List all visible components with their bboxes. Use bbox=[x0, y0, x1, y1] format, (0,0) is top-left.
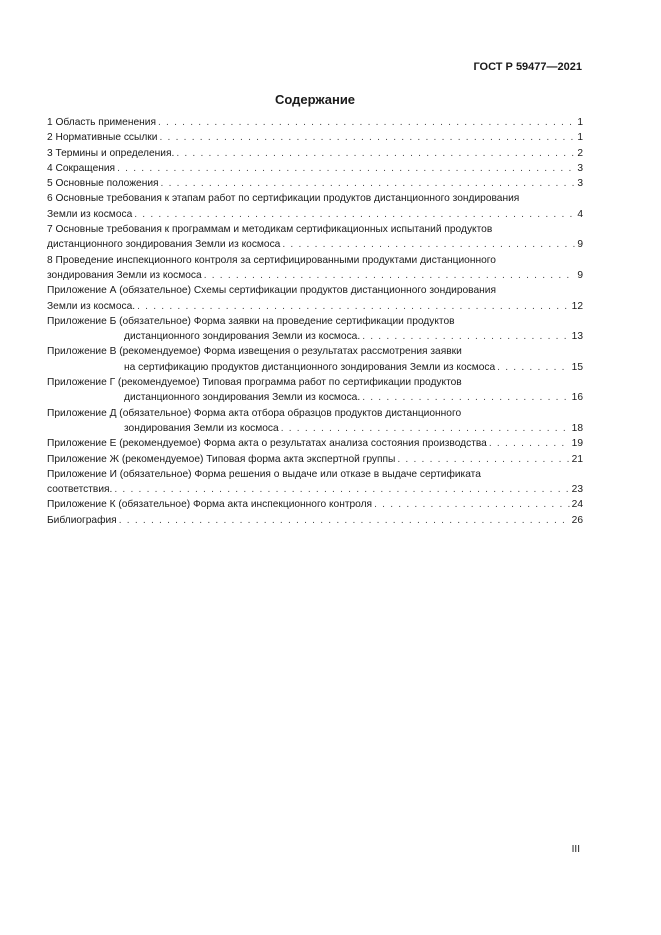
toc-entry[interactable] bbox=[47, 344, 583, 375]
toc-entry-text: зондирования Земли из космоса bbox=[124, 422, 279, 434]
toc-entry-text: 4 Сокращения bbox=[47, 162, 116, 174]
toc-entry[interactable] bbox=[47, 436, 583, 451]
leader-dots bbox=[281, 421, 570, 436]
leader-dots bbox=[117, 161, 575, 176]
toc-entry-text: Приложение В (рекомендуемое) Форма извещения о результатах рассмотрения заявки bbox=[47, 346, 462, 358]
toc-entry[interactable] bbox=[47, 497, 583, 512]
toc-entry-text: Приложение А (обязательное) Схемы сертификации продуктов дистанционного зондирования bbox=[47, 285, 496, 297]
toc-entry[interactable] bbox=[47, 314, 583, 345]
toc-entry[interactable] bbox=[47, 161, 583, 176]
leader-dots bbox=[362, 390, 569, 405]
toc-entry-text: 3 Термины и определения. bbox=[47, 147, 175, 159]
toc-entry-text: дистанционного зондирования Земли из космоса bbox=[47, 239, 281, 251]
toc-page-number: 16 bbox=[571, 392, 583, 404]
table-of-contents bbox=[47, 115, 583, 528]
toc-entry[interactable] bbox=[47, 452, 583, 467]
toc-page-number: 1 bbox=[577, 132, 583, 144]
leader-dots bbox=[114, 482, 569, 497]
toc-entry-text: на сертификацию продуктов дистанционного зондирования Земли из космоса bbox=[124, 361, 496, 373]
toc-entry-text: Земли из космоса bbox=[47, 208, 133, 220]
toc-page-number: 9 bbox=[577, 239, 583, 251]
toc-page-number: 15 bbox=[571, 361, 583, 373]
toc-entry-text: соответствия. bbox=[47, 484, 113, 496]
toc-entry-text: 2 Нормативные ссылки bbox=[47, 132, 158, 144]
toc-entry[interactable] bbox=[47, 176, 583, 191]
toc-entry-text: Приложение И (обязательное) Форма решения о выдаче или отказе в выдаче сертификата bbox=[47, 468, 481, 480]
toc-page-number: 24 bbox=[571, 499, 583, 511]
leader-dots bbox=[158, 115, 575, 130]
leader-dots bbox=[176, 146, 575, 161]
toc-entry[interactable] bbox=[47, 130, 583, 145]
toc-entry-text: Земли из космоса. bbox=[47, 300, 136, 312]
toc-page-number: 18 bbox=[571, 422, 583, 434]
leader-dots bbox=[204, 268, 576, 283]
toc-entry[interactable] bbox=[47, 513, 583, 528]
toc-entry[interactable] bbox=[47, 467, 583, 498]
toc-page-number: 21 bbox=[571, 453, 583, 465]
toc-entry-text: дистанционного зондирования Земли из космоса. bbox=[124, 392, 361, 404]
toc-entry-text: дистанционного зондирования Земли из космоса. bbox=[124, 331, 361, 343]
leader-dots bbox=[119, 513, 570, 528]
toc-entry-text: 7 Основные требования к программам и методикам сертификационных испытаний продуктов bbox=[47, 224, 493, 236]
toc-entry-text: Библиография bbox=[47, 514, 117, 526]
toc-page-number: 19 bbox=[571, 438, 583, 450]
toc-page-number: 9 bbox=[577, 269, 583, 281]
toc-entry[interactable] bbox=[47, 146, 583, 161]
toc-entry-text: зондирования Земли из космоса bbox=[47, 269, 202, 281]
toc-entry-text: Приложение Е (рекомендуемое) Форма акта о результатах анализа состояния производства bbox=[47, 438, 487, 450]
leader-dots bbox=[159, 130, 575, 145]
toc-entry-text: 5 Основные положения bbox=[47, 178, 159, 190]
leader-dots bbox=[137, 299, 570, 314]
leader-dots bbox=[489, 436, 570, 451]
toc-entry-text: 1 Область применения bbox=[47, 117, 156, 128]
toc-page-number: 3 bbox=[577, 178, 583, 190]
toc-entry[interactable] bbox=[47, 406, 583, 437]
toc-entry[interactable] bbox=[47, 191, 583, 222]
leader-dots bbox=[161, 176, 576, 191]
toc-entry[interactable] bbox=[47, 283, 583, 314]
leader-dots bbox=[282, 237, 575, 252]
toc-page-number: 26 bbox=[571, 514, 583, 526]
toc-entry-text: Приложение К (обязательное) Форма акта инспекционного контроля bbox=[47, 499, 373, 511]
toc-title: Содержание bbox=[274, 92, 356, 107]
toc-page-number: 2 bbox=[577, 147, 583, 159]
toc-entry[interactable] bbox=[47, 375, 583, 406]
toc-page-number: 13 bbox=[571, 331, 583, 343]
standard-code: ГОСТ Р 59477—2021 bbox=[473, 61, 582, 73]
toc-entry-text: Приложение Д (обязательное) Форма акта отбора образцов продуктов дистанционного bbox=[47, 407, 462, 419]
toc-entry-text: 8 Проведение инспекционного контроля за сертифицированными продуктами дистанционного bbox=[47, 254, 496, 266]
toc-entry-text: 6 Основные требования к этапам работ по сертификации продуктов дистанционного зондирования bbox=[47, 193, 520, 205]
page-number: III bbox=[571, 844, 580, 855]
toc-page-number: 1 bbox=[577, 117, 583, 128]
leader-dots bbox=[397, 452, 569, 467]
toc-entry-text: Приложение Б (обязательное) Форма заявки на проведение сертификации продуктов bbox=[47, 315, 455, 327]
toc-page-number: 3 bbox=[577, 162, 583, 174]
toc-entry[interactable] bbox=[47, 253, 583, 284]
toc-entry[interactable] bbox=[47, 222, 583, 253]
toc-page-number: 4 bbox=[577, 208, 583, 220]
leader-dots bbox=[374, 497, 570, 512]
toc-entry[interactable] bbox=[47, 115, 583, 130]
leader-dots bbox=[362, 329, 569, 344]
leader-dots bbox=[134, 207, 575, 222]
leader-dots bbox=[497, 360, 570, 375]
toc-entry-text: Приложение Г (рекомендуемое) Типовая программа работ по сертификации продуктов bbox=[47, 377, 462, 389]
toc-page-number: 12 bbox=[571, 300, 583, 312]
toc-page-number: 23 bbox=[571, 484, 583, 496]
toc-entry-text: Приложение Ж (рекомендуемое) Типовая форма акта экспертной группы bbox=[47, 453, 396, 465]
